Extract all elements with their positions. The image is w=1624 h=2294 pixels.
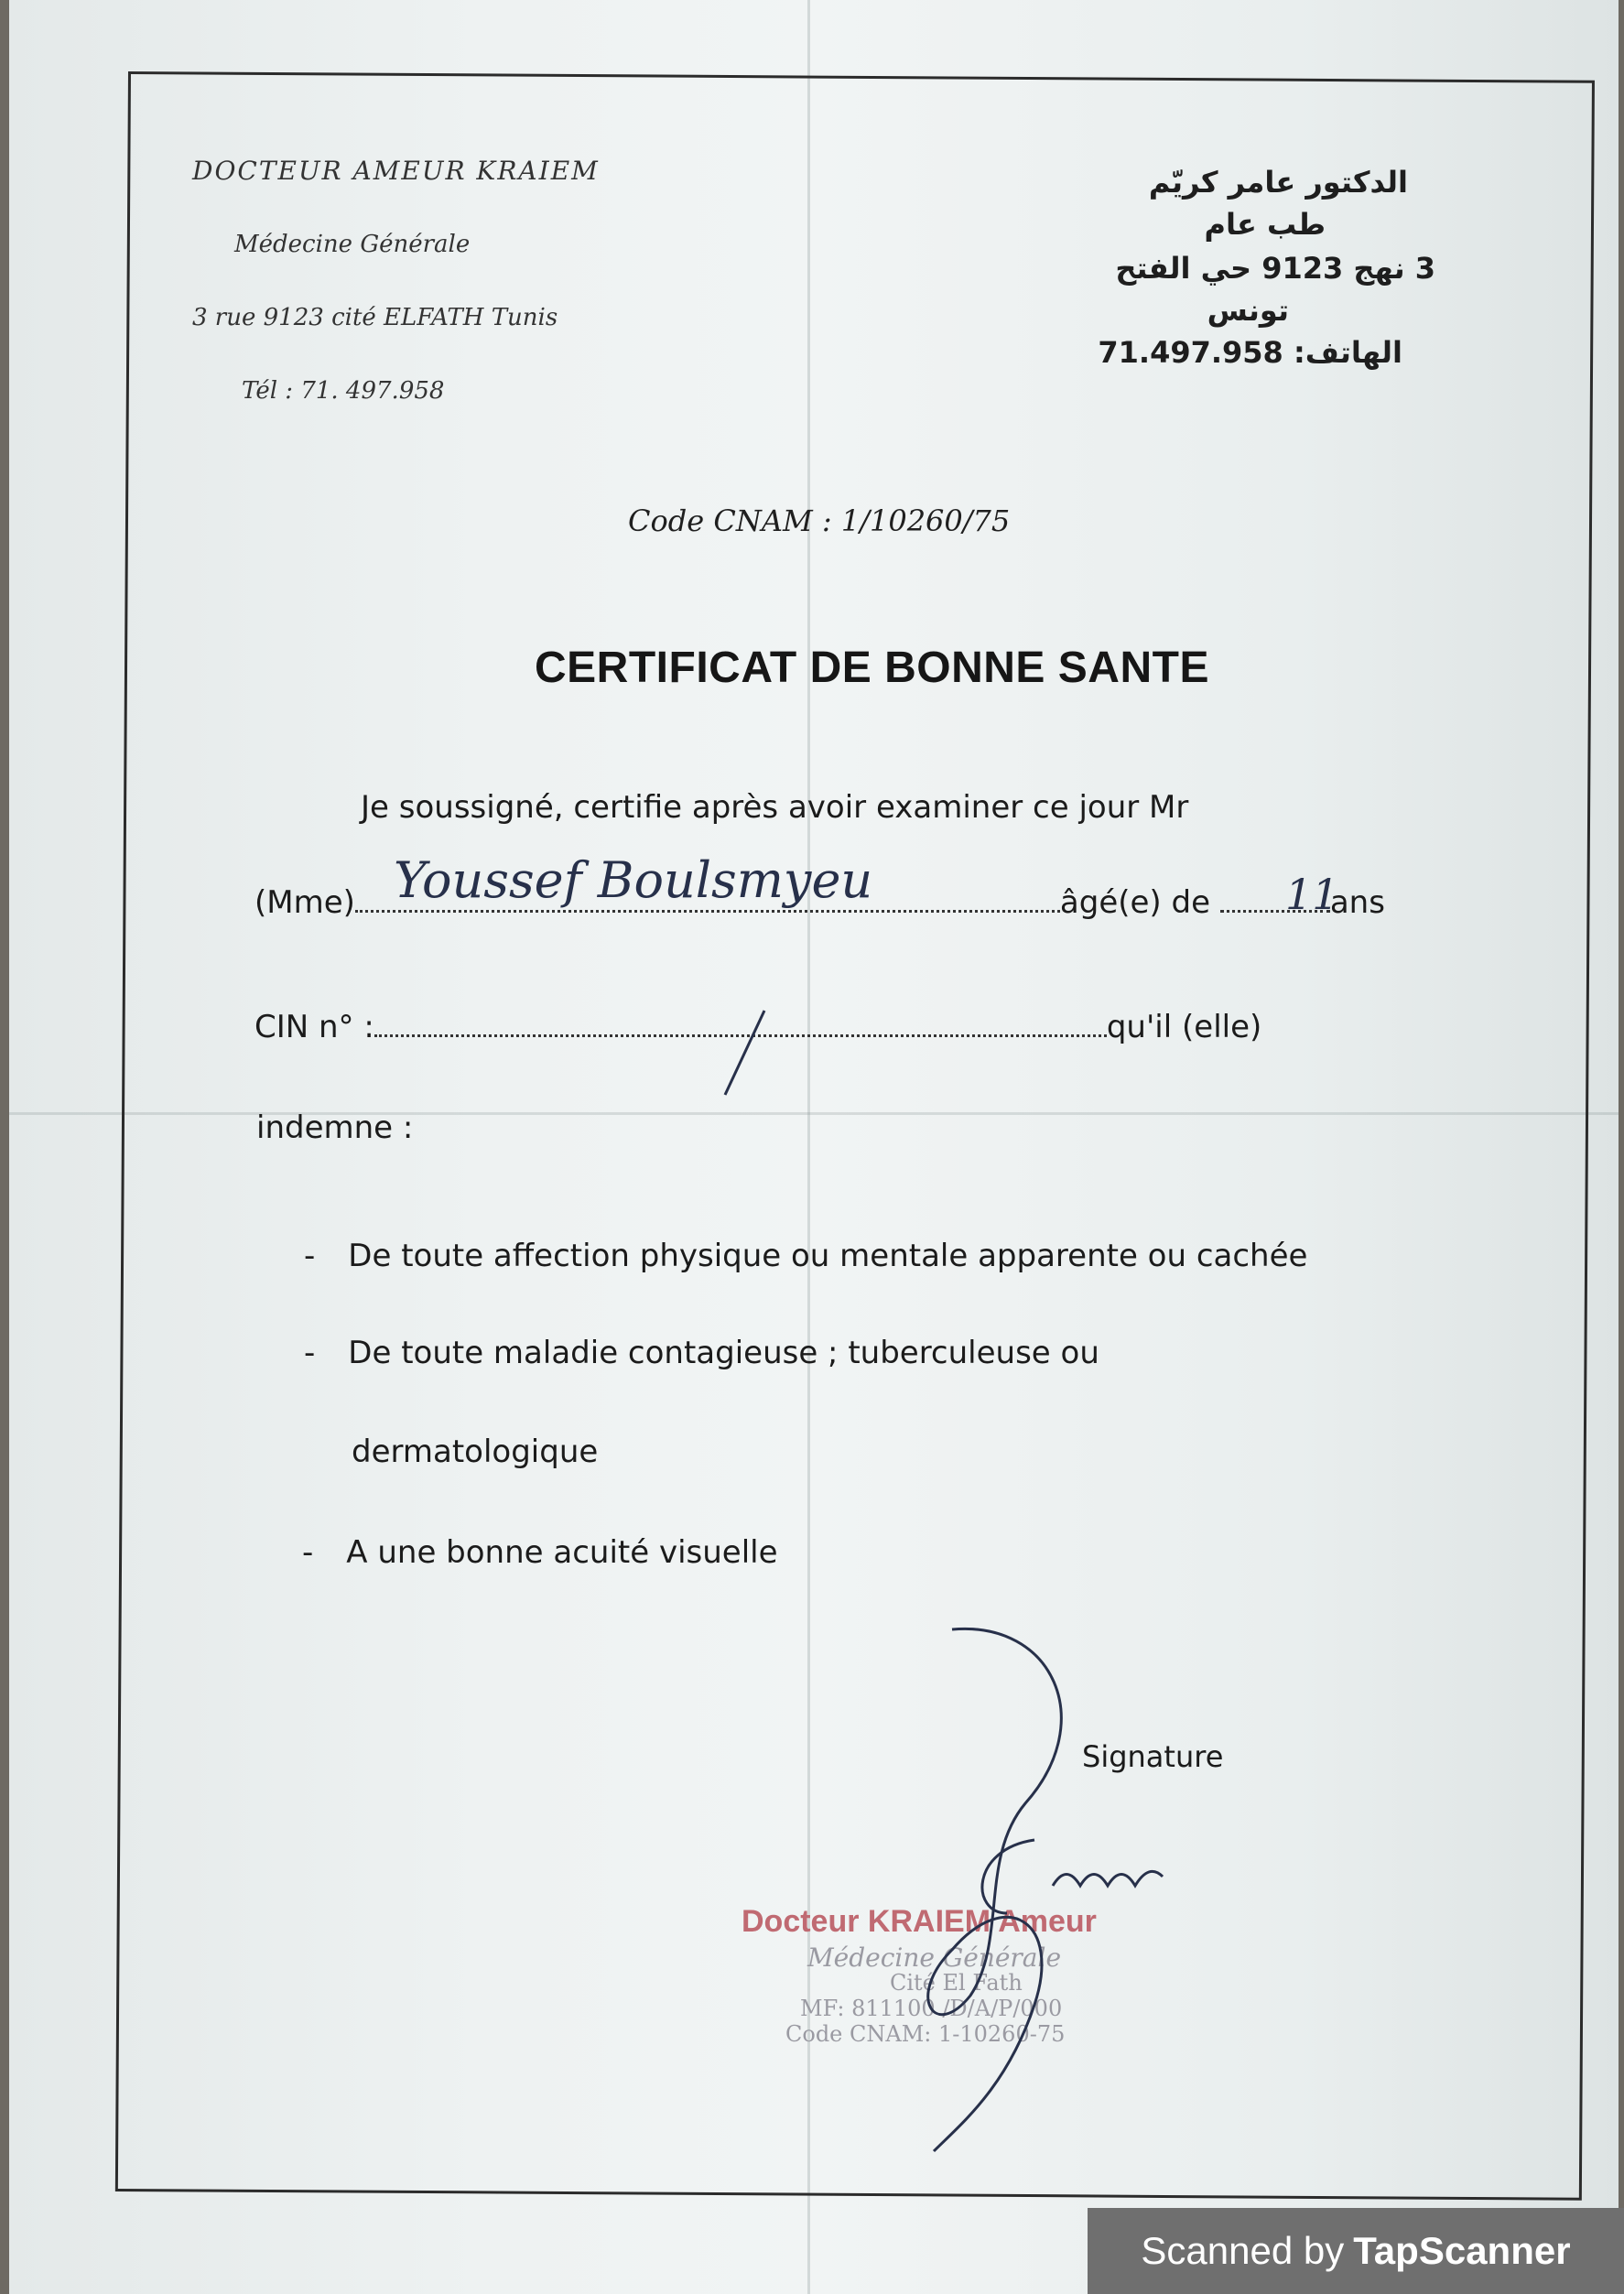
stamp-specialty: Médecine Générale (807, 1942, 1062, 1973)
bullet-2-text: De toute maladie contagieuse ; tuberculeuse ou (348, 1335, 1099, 1371)
specialty-ar: طب عام (1204, 207, 1326, 242)
code-cnam: Code CNAM : 1/10260/75 (628, 503, 1011, 538)
stamp-location: Cité El Fath (890, 1970, 1023, 1996)
ans-label: ans (1329, 884, 1385, 921)
scanner-watermark-badge (1088, 2208, 1624, 2294)
handwritten-name: Youssef Boulsmyeu (394, 851, 873, 909)
stamp-mf: MF: 811100 /D/A/P/000 (800, 1996, 1063, 2021)
bullet-3-text: A une bonne acuité visuelle (346, 1534, 778, 1571)
phone-ar: الهاتف: 71.497.958 (1098, 335, 1402, 370)
specialty-fr: Médecine Générale (234, 231, 471, 258)
age-label: âgé(e) de (1059, 884, 1210, 921)
paper-sheet (9, 0, 1619, 2294)
scanner-brand: TapScanner (1353, 2229, 1571, 2272)
bullet-1: - De toute affection physique ou mentale apparente ou cachée (304, 1238, 1308, 1274)
certificate-title: CERTIFICAT DE BONNE SANTE (535, 644, 1209, 692)
bullet-3: - A une bonne acuité visuelle (302, 1534, 778, 1571)
cin-slash-mark (714, 1003, 778, 1104)
bullet-1-text: De toute affection physique ou mentale apparente ou cachée (348, 1238, 1308, 1274)
scanner-prefix: Scanned by (1141, 2229, 1345, 2272)
city-ar: تونس (1207, 293, 1289, 328)
address-ar: 3 نهج 9123 حي الفتح (1115, 251, 1435, 286)
cin-label: CIN n° : (254, 1009, 374, 1045)
stamp-doctor-name: Docteur KRAIEM Ameur (742, 1904, 1097, 1939)
phone-fr: Tél : 71. 497.958 (242, 377, 445, 405)
stamp-code: Code CNAM: 1-10260-75 (785, 2021, 1066, 2047)
mme-label: (Mme) (254, 884, 355, 921)
signature-scribble (870, 1611, 1218, 2160)
indemne-label: indemne : (256, 1109, 414, 1146)
quil-label: qu'il (elle) (1106, 1009, 1262, 1045)
doctor-name-ar: الدكتور عامر كريّم (1148, 165, 1408, 200)
statement-line: Je soussigné, certifie après avoir examiner ce jour Mr (361, 789, 1189, 826)
signature-label: Signature (1082, 1739, 1224, 1774)
doctor-name-fr: DOCTEUR AMEUR KRAIEM (192, 156, 600, 186)
address-fr: 3 rue 9123 cité ELFATH Tunis (192, 304, 558, 331)
bullet-2-continuation: dermatologique (352, 1434, 599, 1470)
bullet-2: - De toute maladie contagieuse ; tuberculeuse ou (304, 1335, 1099, 1371)
handwritten-age: 11 (1285, 870, 1339, 919)
